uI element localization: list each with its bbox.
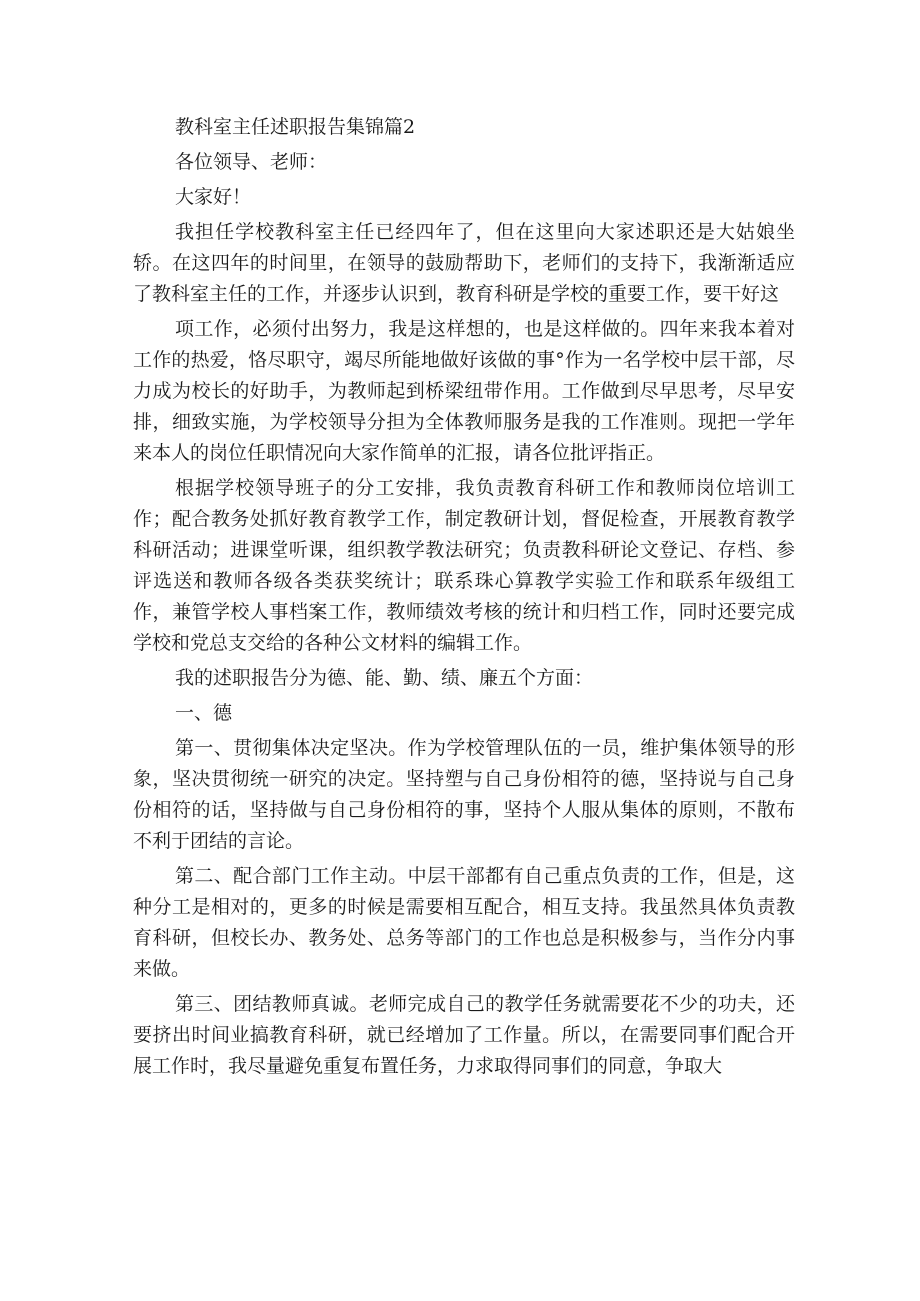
document-body [133,112,795,1086]
paragraph-point-1: 第一、贯彻集体决定坚决。作为学校管理队伍的一员，维护集体领导的形象，坚决贯彻统一研究的决定。坚持塑与自己身份相符的德，坚持说与自己身份相符的话，坚持做与自己身份相符的事，坚持个人服从集体的原则，不散布不利于团结的言论。 [133,737,795,852]
paragraph-outline: 我的述职报告分为德、能、勤、绩、廉五个方面： [175,667,594,689]
paragraph-duties: 根据学校领导班子的分工安排，我负责教育科研工作和教师岗位培训工作；配合教务处抓好教育教学工作，制定教研计划，督促检查，开展教育教学科研活动；进课堂听课，组织教学教法研究；负责教科研论文登记、存档、参评选送和教师各级各类获奖统计；联系珠心算教学实验工作和联系年级组工作，兼管学校人事档案工作，教师绩效考核的统计和归档工作，同时还要完成学校和党总支交给的各种公文材料的编辑工作。 [133,477,795,654]
salutation: 各位领导、老师： [175,151,328,173]
document-heading: 教科室主任述职报告集锦篇2 [175,116,416,138]
paragraph-point-3: 第三、团结教师真诚。老师完成自己的教学任务就需要花不少的功夫，还要挤出时间业搞教育科研，就已经增加了工作量。所以，在需要同事们配合开展工作时，我尽量避免重复布置任务，力求取得同事们的同意，争取大 [133,993,795,1077]
greeting: 大家好！ [175,186,252,208]
paragraph-point-2: 第二、配合部门工作主动。中层干部都有自己重点负责的工作，但是，这种分工是相对的，更多的时候是需要相互配合，相互支持。我虽然具体负责教育科研，但校长办、教务处、总务等部门的工作也总是积极参与，当作分内事来做。 [133,865,795,980]
paragraph-intro: 我担任学校教科室主任已经四年了，但在这里向大家述职还是大姑娘坐轿。在这四年的时间里，在领导的鼓励帮助下，老师们的支持下，我渐渐适应了教科室主任的工作，并逐步认识到，教育科研是学校的重要工作，要干好这 [133,221,795,305]
section-heading-de: 一、德 [175,702,233,724]
paragraph-attitude: 项工作，必须付出努力，我是这样想的，也是这样做的。四年来我本着对工作的热爱，恪尽职守，竭尽所能地做好该做的事°作为一名学校中层干部，尽力成为校长的好助手，为教师起到桥梁纽带作用。工作做到尽早思考，尽早安排，细致实施，为学校领导分担为全体教师服务是我的工作准则。现把一学年来本人的岗位任职情况向大家作简单的汇报，请各位批评指正。 [133,318,795,464]
